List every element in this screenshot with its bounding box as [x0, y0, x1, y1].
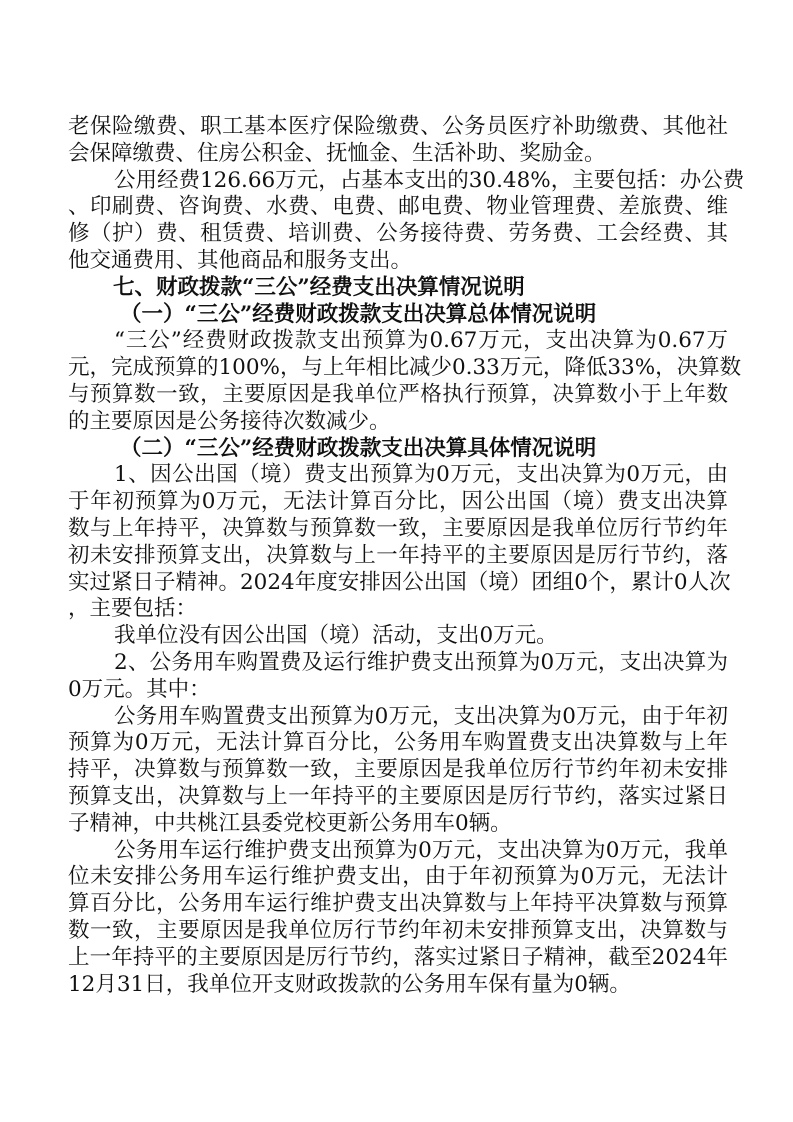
text-line: 1、因公出国（境）费支出预算为0万元，支出决算为0万元，由	[114, 462, 728, 488]
section-heading: （一）“三公”经费财政拨款支出决算总体情况说明	[120, 301, 597, 327]
text-line: 12月31日，我单位开支财政拨款的公务用车保有量为0辆。	[68, 971, 631, 997]
text-line: 会保障缴费、住房公积金、抚恤金、生活补助、奖励金。	[68, 140, 606, 166]
text-line: 2、公务用车购置费及运行维护费支出预算为0万元，支出决算为	[114, 649, 728, 675]
text-line: 位未安排公务用车运行维护费支出，由于年初预算为0万元，无法计	[68, 864, 728, 890]
text-line: 实过紧日子精神。2024年度安排因公出国（境）团组0个，累计0人次	[68, 569, 731, 595]
text-line: 子精神，中共桃江县委党校更新公务用车0辆。	[68, 810, 512, 836]
text-line: 我单位没有因公出国（境）活动，支出0万元。	[114, 623, 558, 649]
text-line: 、印刷费、咨询费、水费、电费、邮电费、物业管理费、差旅费、维	[68, 194, 728, 220]
text-line: 预算为0万元，无法计算百分比，公务用车购置费支出决算数与上年	[68, 730, 728, 756]
text-line: 与预算数一致，主要原因是我单位严格执行预算，决算数小于上年数	[68, 381, 728, 407]
text-line: 预算支出，决算数与上一年持平的主要原因是厉行节约，落实过紧日	[68, 783, 728, 809]
text-line: 于年初预算为0万元，无法计算百分比，因公出国（境）费支出决算	[68, 489, 728, 515]
text-line: 公务用车购置费支出预算为0万元，支出决算为0万元，由于年初	[114, 703, 728, 729]
text-line: 老保险缴费、职工基本医疗保险缴费、公务员医疗补助缴费、其他社	[68, 114, 728, 139]
text-line: 持平，决算数与预算数一致，主要原因是我单位厉行节约年初未安排	[68, 757, 728, 783]
text-line: 公务用车运行维护费支出预算为0万元，支出决算为0万元，我单	[114, 837, 728, 863]
text-line: 初未安排预算支出，决算数与上一年持平的主要原因是厉行节约，落	[68, 542, 728, 568]
text-line: 上一年持平的主要原因是厉行节约，落实过紧日子精神，截至2024年	[68, 944, 728, 970]
text-line: 0万元。其中：	[68, 676, 211, 702]
text-line: 他交通费用、其他商品和服务支出。	[68, 247, 413, 273]
text-line: 修（护）费、租赁费、培训费、公务接待费、劳务费、工会经费、其	[68, 221, 728, 247]
text-line: 公用经费126.66万元，占基本支出的30.48%，主要包括：办公费	[114, 167, 745, 193]
text-line: 数与上年持平，决算数与预算数一致，主要原因是我单位厉行节约年	[68, 515, 728, 541]
text-line: 元，完成预算的100%，与上年相比减少0.33万元，降低33%，决算数	[68, 355, 742, 381]
document-page	[68, 114, 745, 998]
text-line: “三公”经费财政拨款支出预算为0.67万元，支出决算为0.67万	[114, 328, 728, 354]
text-line: 的主要原因是公务接待次数减少。	[68, 408, 391, 434]
section-heading: 七、财政拨款“三公”经费支出决算情况说明	[113, 274, 525, 300]
section-heading: （二）“三公”经费财政拨款支出决算具体情况说明	[120, 435, 597, 461]
text-line: 数一致，主要原因是我单位厉行节约年初未安排预算支出，决算数与	[68, 917, 728, 943]
text-line: ，主要包括：	[68, 596, 198, 622]
text-line: 算百分比，公务用车运行维护费支出决算数与上年持平决算数与预算	[68, 891, 728, 917]
